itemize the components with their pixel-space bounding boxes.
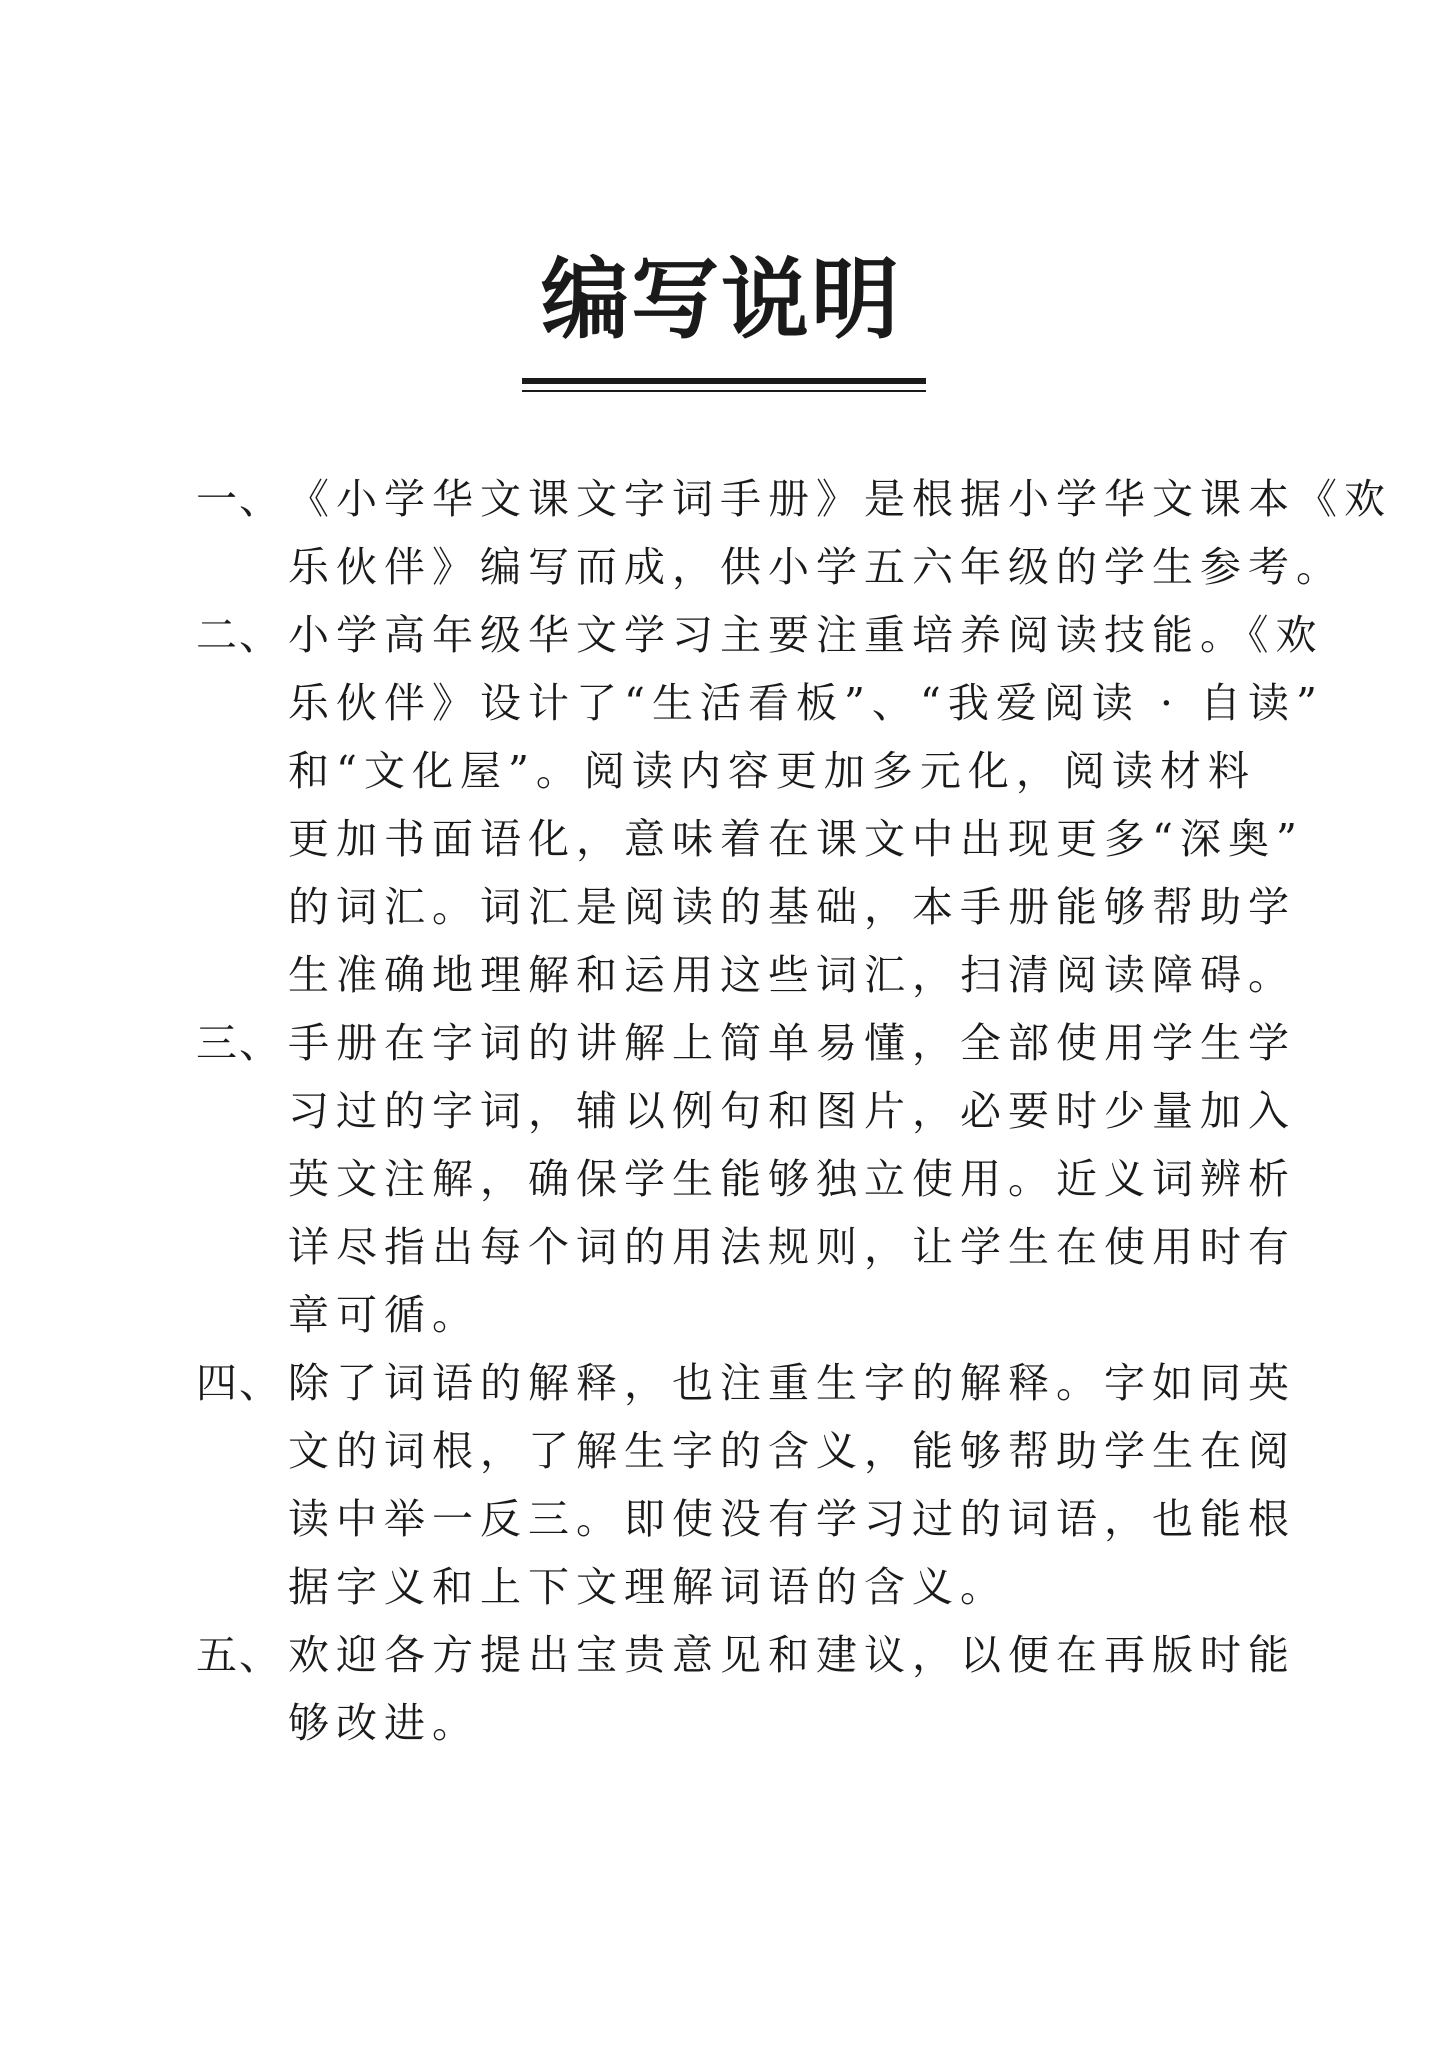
text-line: 除了词语的解释，也注重生字的解释。字如同英: [288, 1359, 1296, 1407]
list-item: [196, 1349, 1296, 1621]
item-text: [288, 1349, 1296, 1621]
text-line: 读中举一反三。即使没有学习过的词语，也能根: [288, 1495, 1296, 1543]
text-line: 章可循。: [288, 1291, 480, 1339]
text-line: 和“文化屋”。阅读内容更加多元化，阅读材料: [288, 747, 1256, 795]
item-number: 一、: [196, 475, 282, 523]
text-line: 详尽指出每个词的用法规则，让学生在使用时有: [288, 1223, 1296, 1271]
text-line: 习过的字词，辅以例句和图片，必要时少量加入: [288, 1087, 1296, 1135]
item-number: 四、: [196, 1359, 282, 1407]
text-line: 的词汇。词汇是阅读的基础，本手册能够帮助学: [288, 883, 1296, 931]
text-line: 乐伙伴》设计了“生活看板”、“我爱阅读 · 自读”: [288, 679, 1324, 727]
title-underline-thick: [522, 378, 926, 384]
item-text: [288, 1621, 1296, 1757]
item-text: [288, 601, 1324, 1009]
page-title: 编写说明: [540, 248, 901, 351]
item-number: 二、: [196, 611, 282, 659]
list-item: [196, 1621, 1296, 1757]
item-number: 三、: [196, 1019, 282, 1067]
list-item: [196, 1009, 1296, 1349]
text-line: 《小学华文课文字词手册》是根据小学华文课本《欢: [288, 475, 1392, 523]
text-line: 手册在字词的讲解上简单易懂，全部使用学生学: [288, 1019, 1296, 1067]
list-item: [196, 465, 1392, 601]
text-line: 文的词根，了解生字的含义，能够帮助学生在阅: [288, 1427, 1296, 1475]
item-text: [288, 1009, 1296, 1349]
title-underline-thin: [522, 390, 926, 392]
text-line: 更加书面语化，意味着在课文中出现更多“深奥”: [288, 815, 1304, 863]
item-text: [288, 465, 1392, 601]
list-item: [196, 601, 1324, 1009]
text-line: 小学高年级华文学习主要注重培养阅读技能。《欢: [288, 611, 1324, 659]
text-line: 英文注解，确保学生能够独立使用。近义词辨析: [288, 1155, 1296, 1203]
text-line: 据字义和上下文理解词语的含义。: [288, 1563, 1008, 1611]
text-line: 够改进。: [288, 1699, 480, 1747]
text-line: 乐伙伴》编写而成，供小学五六年级的学生参考。: [288, 543, 1344, 591]
text-line: 欢迎各方提出宝贵意见和建议，以便在再版时能: [288, 1631, 1296, 1679]
instructions-list: [196, 465, 1392, 1757]
text-line: 生准确地理解和运用这些词汇，扫清阅读障碍。: [288, 951, 1296, 999]
item-number: 五、: [196, 1631, 282, 1679]
